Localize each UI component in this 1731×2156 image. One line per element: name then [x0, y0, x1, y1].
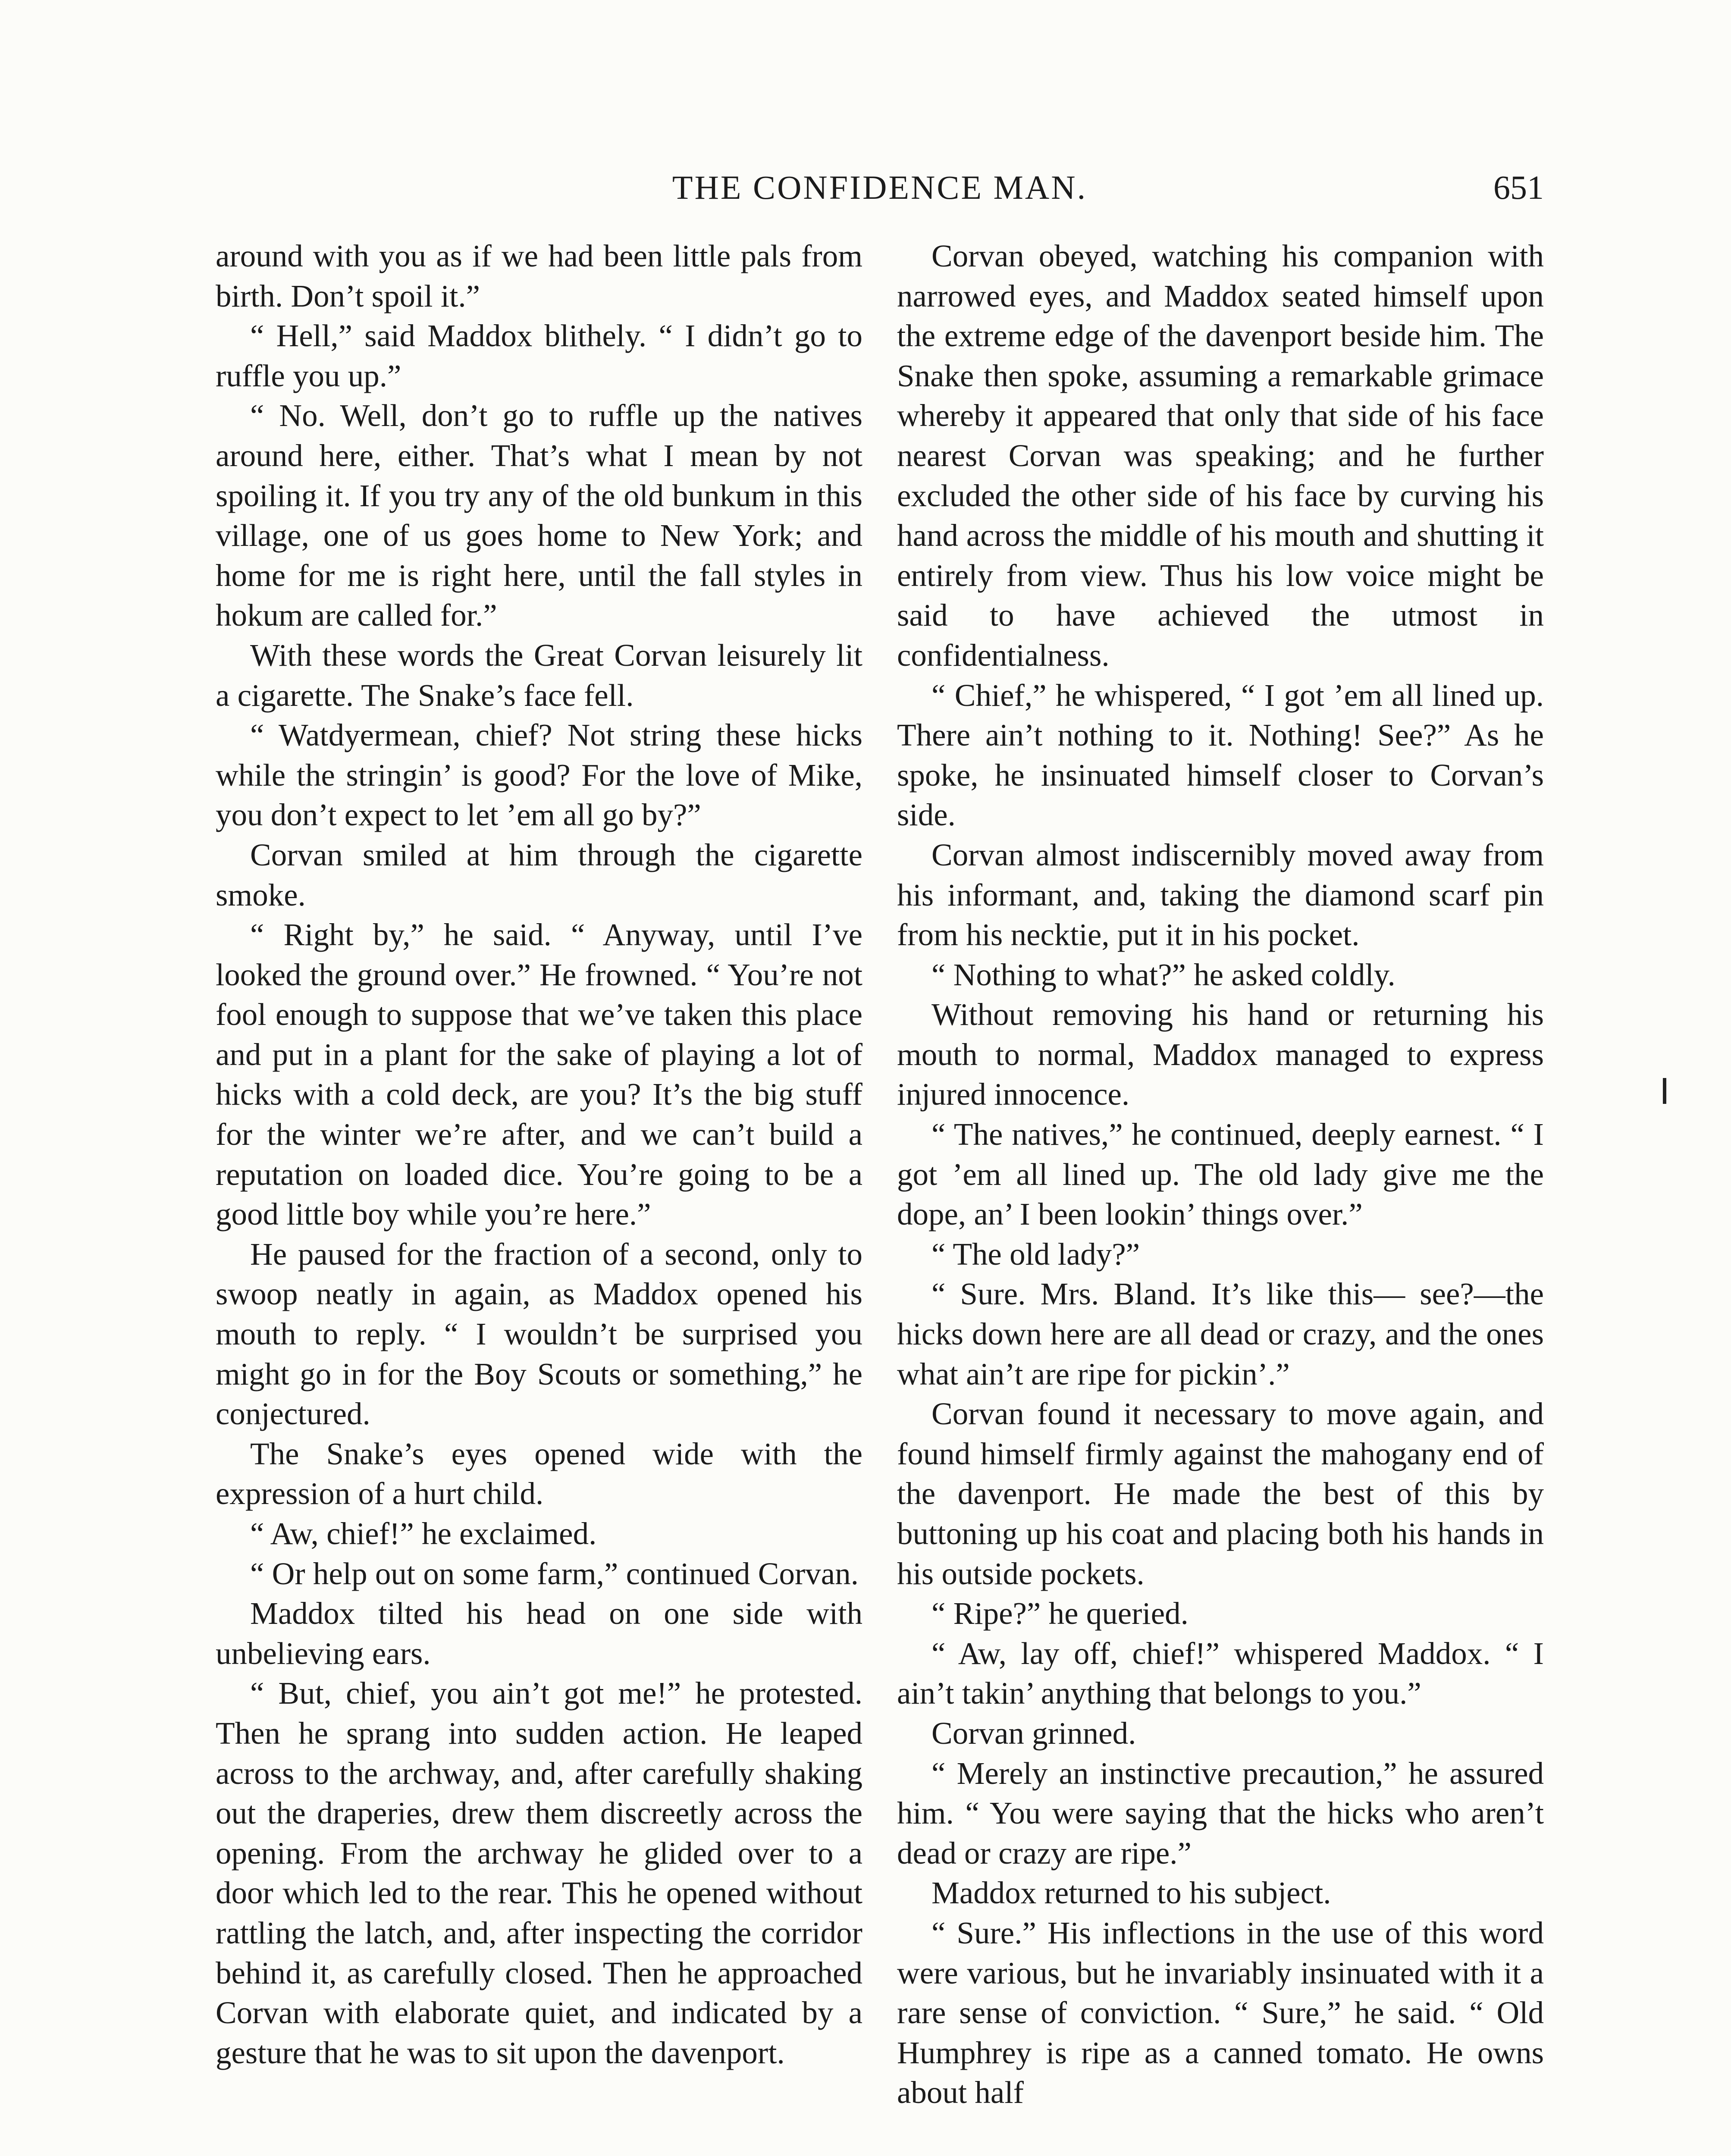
- paragraph: “ Merely an instinctive precaution,” he assured him. “ You were saying that the hicks who aren’t dead or crazy are ripe.”: [897, 1755, 1544, 1871]
- running-head: [216, 162, 1544, 213]
- paragraph: Corvan grinned.: [931, 1715, 1136, 1751]
- paragraph: Without removing his hand or returning his mouth to normal, Maddox managed to express injured innocence.: [897, 997, 1544, 1112]
- paragraph: “ But, chief, you ain’t got me!” he protested. Then he sprang into sudden action. He leaped across to the archway, and, after carefully shaking out the draperies, drew them discreetly across the opening. From the archway he glided over to a door which led to the rear. This he opened without rattling the latch, and, after inspecting the corridor behind it, as carefully closed. Then he approached Corvan with elaborate quiet, and indicated by a gesture that he was to sit upon the davenport.: [216, 1676, 862, 2070]
- paragraph: “ Aw, chief!” he exclaimed.: [250, 1516, 597, 1551]
- paragraph: The Snake’s eyes opened wide with the expression of a hurt child.: [216, 1436, 862, 1511]
- paragraph: Corvan obeyed, watching his companion with narrowed eyes, and Maddox seated himself upon the extreme edge of the davenport beside him. The Snake then spoke, assuming a remarkable grimace whereby it appeared that only that side of his face nearest Corvan was speaking; and he further excluded the other side of his face by curving his hand across the middle of his mouth and shutting it entirely from view. Thus his low voice might be said to have achieved the utmost in confidentialness.: [897, 238, 1544, 673]
- paragraph: “ The old lady?”: [931, 1236, 1140, 1272]
- right-column: [897, 236, 1544, 2113]
- paragraph: “ Hell,” said Maddox blithely. “ I didn’t go to ruffle you up.”: [216, 318, 862, 393]
- paragraph: “ Watdyermean, chief? Not string these hicks while the stringin’ is good? For the love of Mike, you don’t expect to let ’em all go by?”: [216, 718, 862, 833]
- paragraph: “ The natives,” he continued, deeply earnest. “ I got ’em all lined up. The old lady give me the dope, an’ I been lookin’ things over.”: [897, 1117, 1544, 1232]
- running-title: THE CONFIDENCE MAN.: [672, 169, 1088, 206]
- paragraph: Corvan smiled at him through the cigarette smoke.: [216, 837, 862, 912]
- paragraph: Maddox tilted his head on one side with unbelieving ears.: [216, 1596, 862, 1671]
- left-column: [216, 236, 862, 2073]
- paragraph: “ Ripe?” he queried.: [931, 1596, 1188, 1631]
- paragraph: “ Sure. Mrs. Bland. It’s like this— see?—the hicks down here are all dead or crazy, and the ones what ain’t are ripe for pickin’.”: [897, 1276, 1544, 1391]
- paragraph: “ No. Well, don’t go to ruffle up the natives around here, either. That’s what I mean by not spoiling it. If you try any of the old bunkum in this village, one of us goes home to New York; and home for me is right here, until the fall styles in hokum are called for.”: [216, 398, 862, 633]
- paragraph: “ Nothing to what?” he asked coldly.: [931, 957, 1395, 992]
- page-number: 651: [1493, 169, 1544, 206]
- paragraph: Maddox returned to his subject.: [931, 1875, 1331, 1911]
- paragraph: He paused for the fraction of a second, only to swoop neatly in again, as Maddox opened his mouth to reply. “ I wouldn’t be surprised you might go in for the Boy Scouts or something,” he conjectured.: [216, 1236, 862, 1432]
- paragraph: “ Or help out on some farm,” continued Corvan.: [250, 1556, 859, 1591]
- paragraph: “ Aw, lay off, chief!” whispered Maddox. “ I ain’t takin’ anything that belongs to you.”: [897, 1636, 1544, 1711]
- paragraph: “ Chief,” he whispered, “ I got ’em all lined up. There ain’t nothing to it. Nothing! See?” As he spoke, he insinuated himself closer to Corvan’s side.: [897, 677, 1544, 833]
- paragraph: “ Sure.” His inflections in the use of this word were various, but he invariably insinuated with it a rare sense of conviction. “ Sure,” he said. “ Old Humphrey is ripe as a canned tomato. He owns about half: [897, 1915, 1544, 2110]
- paragraph: “ Right by,” he said. “ Anyway, until I’ve looked the ground over.” He frowned. “ You’re not fool enough to suppose that we’ve taken this place and put in a plant for the sake of playing a lot of hicks with a cold deck, are you? It’s the big stuff for the winter we’re after, and we can’t build a reputation on loaded dice. You’re going to be a good little boy while you’re here.”: [216, 917, 862, 1232]
- paragraph: Corvan found it necessary to move again, and found himself firmly against the mahogany end of the davenport. He made the best of this by buttoning up his coat and placing both his hands in his outside pockets.: [897, 1396, 1544, 1591]
- paragraph: With these words the Great Corvan leisurely lit a cigarette. The Snake’s face fell.: [216, 637, 862, 713]
- paragraph: Corvan almost indiscernibly moved away from his informant, and, taking the diamond scarf pin from his necktie, put it in his pocket.: [897, 837, 1544, 953]
- paragraph: around with you as if we had been little pals from birth. Don’t spoil it.”: [216, 238, 862, 313]
- margin-mark: [1663, 1078, 1666, 1104]
